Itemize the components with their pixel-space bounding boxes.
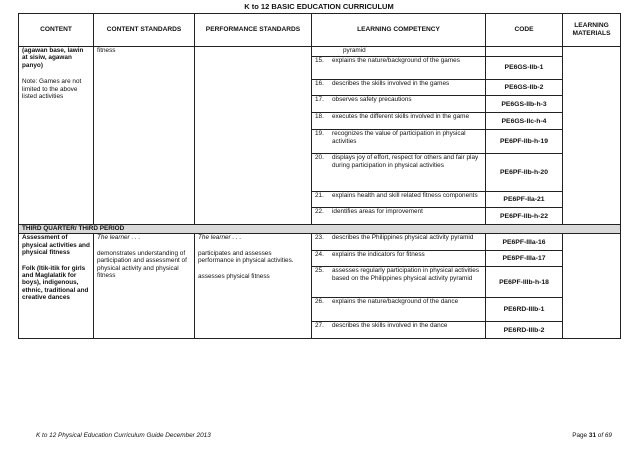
table-row [19, 234, 621, 251]
code-cell: PE6RD-IIIb-1 [486, 298, 563, 322]
competency-cell [312, 251, 486, 267]
competency-text: explains the nature/background of the games [332, 57, 460, 64]
competency-text: recognizes the value of participation in physical activities [332, 130, 466, 145]
footer-page-number [572, 432, 612, 439]
performance-standard-text-2: assesses physical fitness [198, 272, 270, 280]
performance-learner-label: The learner . . . [198, 234, 242, 242]
competency-text: describes the skills involved in the games [332, 80, 450, 87]
content-dances: Folk (Itik-itik for girls and Maglalatik for boys), indigenous, ethnic, traditional and creative dances [22, 264, 89, 302]
curriculum-table [18, 13, 621, 339]
header-learning-materials: LEARNING MATERIALS [563, 14, 621, 47]
competency-number: 20. [315, 154, 324, 162]
header-content: CONTENT [19, 14, 94, 47]
code-cell: PE6GS-IIb-h-3 [486, 96, 563, 113]
competency-text: identifies areas for improvement [332, 208, 423, 216]
code-cell: PE6PF-IIIb-h-18 [486, 267, 563, 298]
header-performance-standards: PERFORMANCE STANDARDS [195, 14, 312, 47]
competency-number: 21. [315, 192, 324, 200]
competency-text: describes the skills involved in the dance [332, 322, 448, 330]
content-standard-text: fitness [97, 47, 116, 54]
competency-text: executes the different skills involved in the game [332, 113, 470, 121]
competency-cell [312, 113, 486, 130]
content-standard-cell [94, 234, 195, 339]
code-cell: PE6PF-IIIa-16 [486, 234, 563, 251]
quarter-row [19, 225, 621, 234]
competency-text: describes the Philippines physical activity pyramid [332, 234, 474, 242]
competency-number: 25. [315, 267, 324, 275]
content-note: Note: Games are not limited to the above listed activities [22, 78, 82, 101]
competency-cell [312, 298, 486, 322]
footer-page-total: of 69 [596, 432, 612, 439]
competency-cell [312, 322, 486, 339]
competency-text: displays joy of effort, respect for others and fair play during participation in physical activities [332, 154, 479, 169]
header-code: CODE [486, 14, 563, 47]
competency-text: explains health and skill related fitness components [332, 192, 478, 200]
competency-cell [312, 80, 486, 96]
competency-number: 26. [315, 298, 324, 306]
page-title: K to 12 BASIC EDUCATION CURRICULUM [244, 2, 394, 11]
content-games: (agawan base, lawin at sisiw, agawan panyo) [22, 47, 84, 69]
quarter-label: THIRD QUARTER/ THIRD PERIOD [19, 225, 621, 234]
learner-label: The learner . . . [97, 234, 141, 242]
header-learning-competency: LEARNING COMPETENCY [312, 14, 486, 47]
competency-number: 27. [315, 322, 324, 330]
content-cell [19, 47, 94, 225]
footer-page-current: 31 [588, 432, 596, 439]
competency-cell [312, 47, 486, 57]
code-cell: PE6GS-IIb-1 [486, 57, 563, 80]
code-cell [486, 47, 563, 57]
content-standard-text: demonstrates understanding of participation and assessment of physical activity and physical fitness [97, 249, 187, 280]
code-cell: PE6PF-IIIa-17 [486, 251, 563, 267]
performance-standard-text-1: participates and assesses performance in physical activities. [198, 249, 294, 265]
competency-continued: pyramid [343, 47, 366, 54]
competency-text: explains the nature/background of the dance [332, 298, 459, 306]
performance-standard-cell [195, 234, 312, 339]
competency-text: observes safety precautions [332, 96, 412, 103]
content-cell [19, 234, 94, 339]
code-cell: PE6PF-IIb-h-20 [486, 154, 563, 192]
materials-cell [563, 47, 621, 225]
code-cell: PE6GS-IIb-2 [486, 80, 563, 96]
performance-standard-cell [195, 47, 312, 225]
competency-number: 16. [315, 80, 324, 87]
content-assessment: Assessment of physical activities and physical fitness [22, 234, 90, 257]
competency-cell [312, 208, 486, 225]
code-cell: PE6GS-IIc-h-4 [486, 113, 563, 130]
competency-number: 15. [315, 57, 324, 64]
table-row [19, 47, 621, 57]
competency-number: 17. [315, 96, 324, 103]
competency-number: 18. [315, 113, 324, 121]
code-cell: PE6PF-IIa-21 [486, 192, 563, 208]
competency-text: assesses regularly participation in physical activities based on the Philippines physical activity pyramid [332, 267, 480, 282]
competency-cell [312, 154, 486, 192]
header-row [19, 14, 621, 47]
code-cell: PE6RD-IIIb-2 [486, 322, 563, 339]
competency-number: 24. [315, 251, 324, 259]
competency-cell [312, 267, 486, 298]
competency-cell [312, 234, 486, 251]
code-cell: PE6PF-IIb-h-22 [486, 208, 563, 225]
competency-number: 19. [315, 130, 324, 138]
materials-cell [563, 234, 621, 339]
competency-number: 23. [315, 234, 324, 242]
competency-cell [312, 130, 486, 154]
header-content-standards: CONTENT STANDARDS [94, 14, 195, 47]
content-standard-cell [94, 47, 195, 225]
code-cell: PE6PF-IIb-h-19 [486, 130, 563, 154]
competency-cell [312, 57, 486, 80]
competency-cell [312, 192, 486, 208]
footer-guide-title: K to 12 Physical Education Curriculum Guide December 2013 [36, 432, 211, 439]
competency-text: explains the indicators for fitness [332, 251, 425, 259]
competency-number: 22. [315, 208, 324, 216]
footer-page-prefix: Page [572, 432, 589, 439]
competency-cell [312, 96, 486, 113]
